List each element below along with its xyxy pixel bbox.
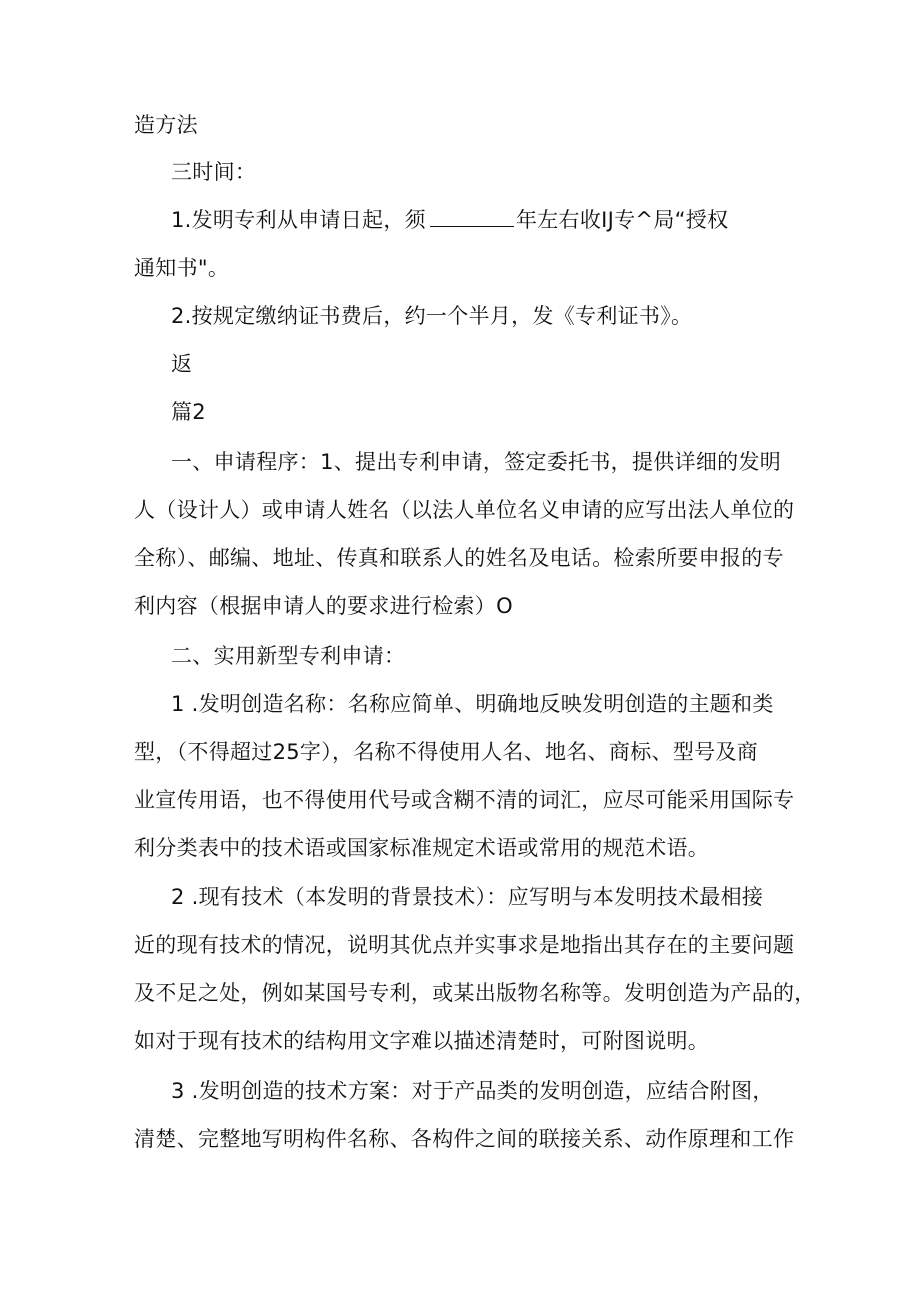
- text-line: 利内容（根据申请人的要求进行检索）O: [134, 594, 513, 618]
- text-line: 近的现有技术的情况，说明其优点并实事求是地指出其存在的主要问题: [134, 933, 795, 957]
- text-line: 清楚、完整地写明构件名称、各构件之间的联接关系、动作原理和工作: [134, 1127, 795, 1151]
- fill-in-blank: [430, 208, 514, 227]
- text-line: 造方法: [134, 113, 198, 137]
- text-line: 3 .发明创造的技术方案：对于产品类的发明创造，应结合附图，: [171, 1079, 774, 1103]
- text-line: 返: [171, 352, 193, 376]
- text-line: 业宣传用语，也不得使用代号或含糊不清的词汇，应尽可能采用国际专: [134, 788, 795, 812]
- text-segment: 1.发明专利从申请日起，须: [171, 208, 426, 232]
- text-line: 1 .发明创造名称：名称应简单、明确地反映发明创造的主题和类: [171, 692, 774, 716]
- text-line: 如对于现有技术的结构用文字难以描述清楚时，可附图说明。: [134, 1029, 710, 1053]
- section-heading: 二、实用新型专利申请：: [171, 644, 406, 668]
- section-heading: 三时间：: [171, 160, 257, 184]
- text-segment: 年左右收IJ专^局“授权: [515, 208, 729, 232]
- text-line: 型，（不得超过25字），名称不得使用人名、地名、商标、型号及商: [134, 740, 759, 764]
- text-line: 2.按规定缴纳证书费后，约一个半月，发《专利证书》。: [171, 304, 693, 328]
- text-line: 通知书"。: [134, 256, 230, 280]
- text-line: 全称）、邮编、地址、传真和联系人的姓名及电话。检索所要申报的专: [134, 546, 784, 570]
- text-line: 2 .现有技术（本发明的背景技术）：应写明与本发明技术最相接: [171, 885, 764, 909]
- text-line: 一、申请程序：1、提出专利申请，签定委托书，提供详细的发明: [171, 450, 782, 474]
- text-line: 利分类表中的技术语或国家标准规定术语或常用的规范术语。: [134, 836, 710, 860]
- text-line: [171, 207, 728, 233]
- text-line: 人（设计人）或申请人姓名（以法人单位名义申请的应写出法人单位的: [134, 498, 795, 522]
- text-line: 及不足之处，例如某国号专利，或某出版物名称等。发明创造为产品的，: [134, 981, 816, 1005]
- section-heading: 篇2: [171, 400, 206, 424]
